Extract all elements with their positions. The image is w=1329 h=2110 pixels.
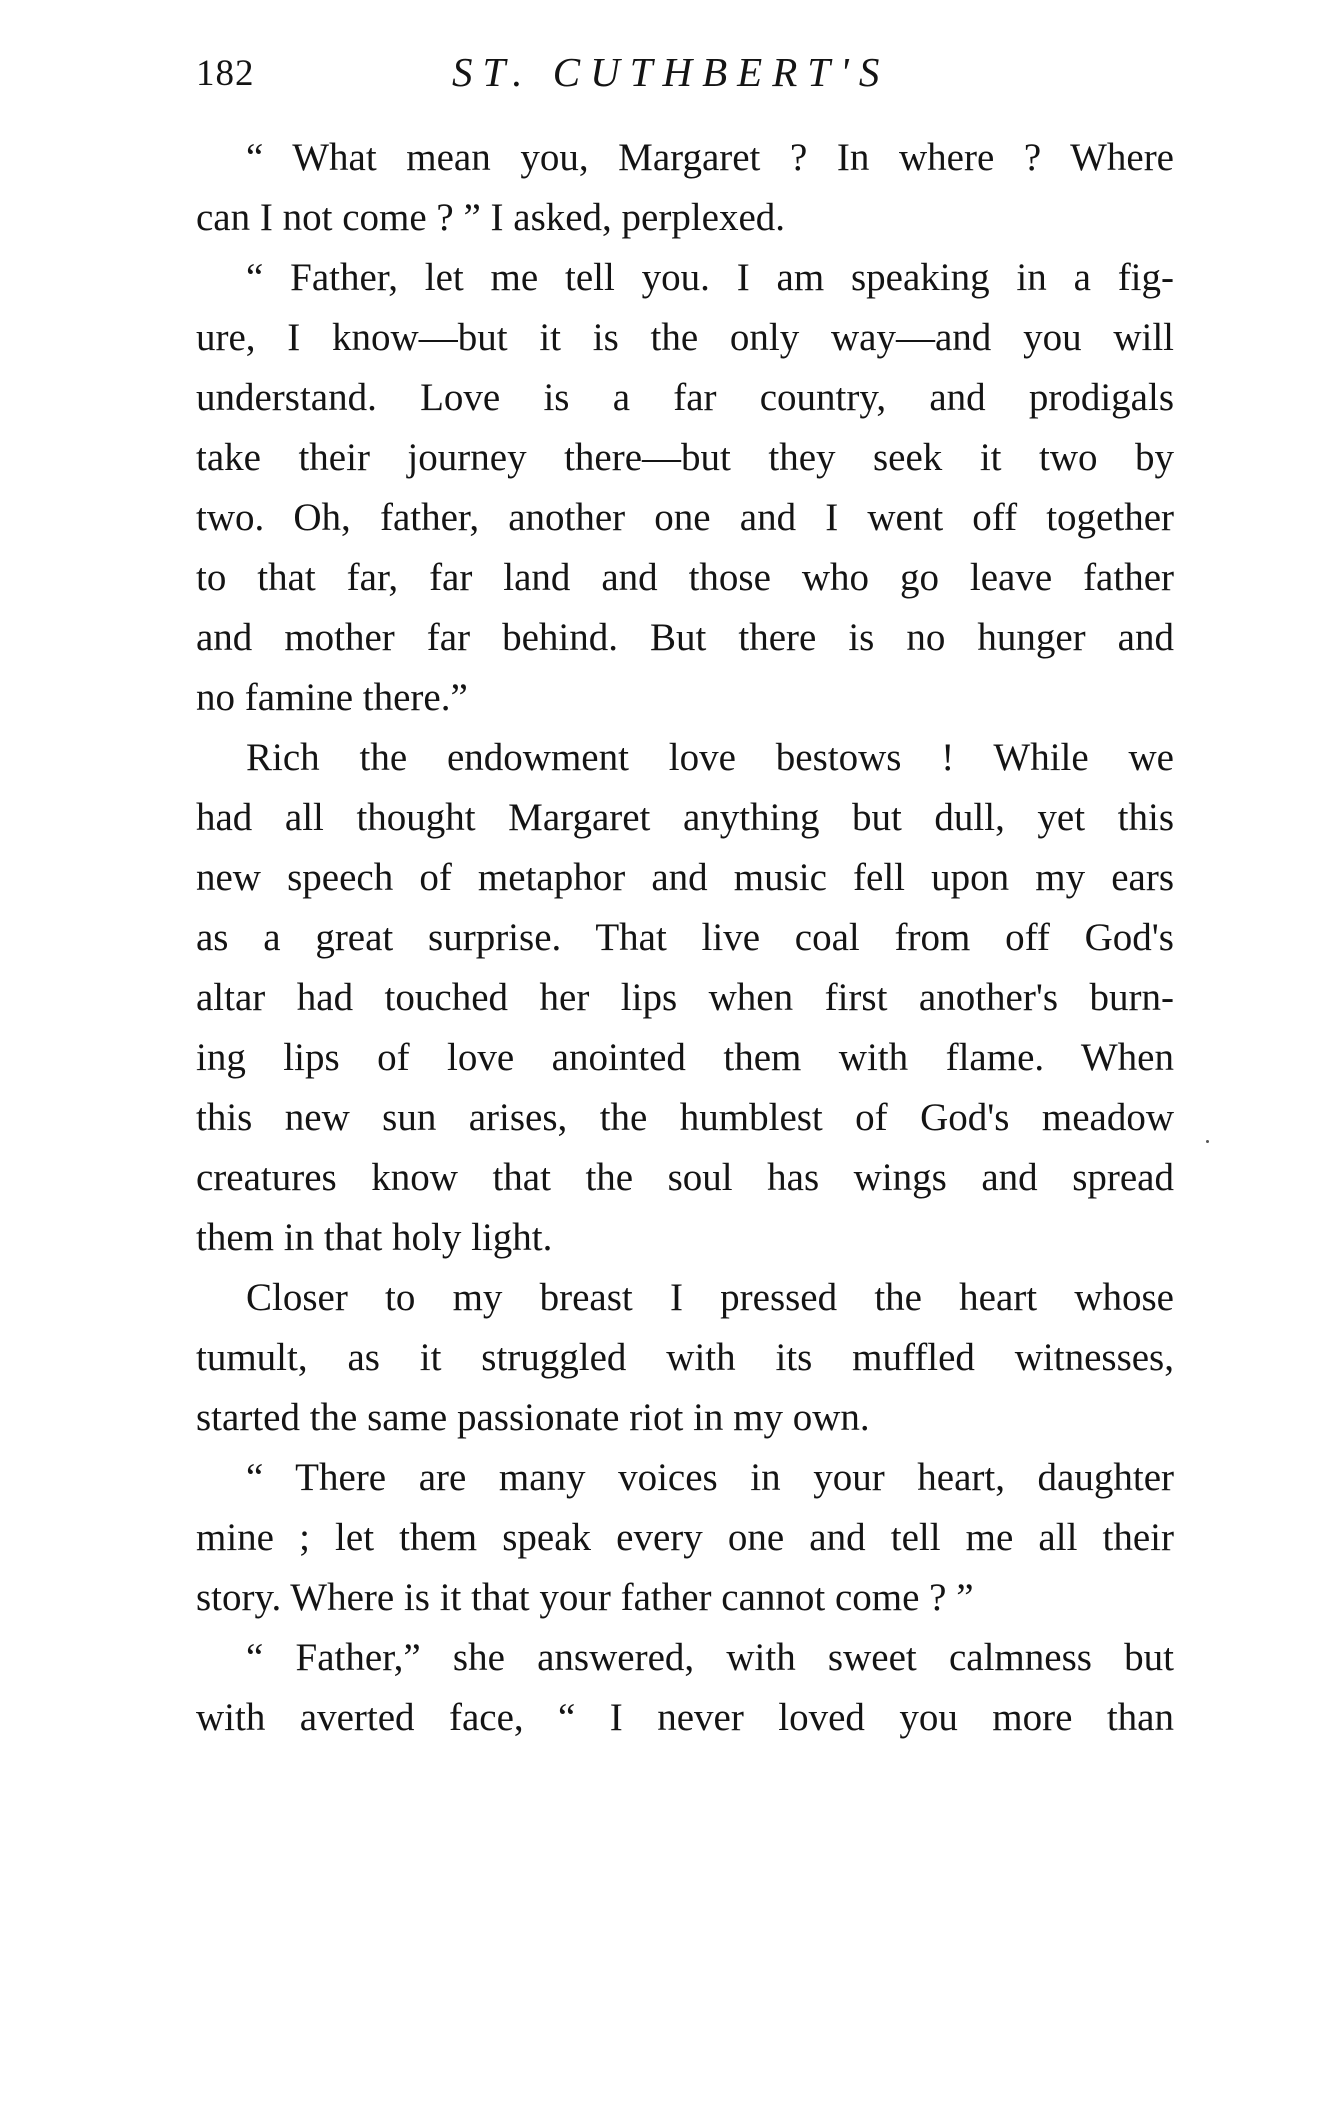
text-line: take their journey there—but they seek it two by bbox=[196, 436, 1174, 479]
text-line: to that far, far land and those who go leave father bbox=[196, 556, 1174, 599]
text-line: two. Oh, father, another one and I went off together bbox=[196, 496, 1174, 539]
text-line: altar had touched her lips when first another's burn- bbox=[196, 976, 1174, 1019]
text-line: understand. Love is a far country, and prodigals bbox=[196, 376, 1174, 419]
text-line: ure, I know—but it is the only way—and you will bbox=[196, 316, 1174, 359]
text-line: “ There are many voices in your heart, daughter bbox=[246, 1456, 1174, 1499]
text-line: “ Father, let me tell you. I am speaking in a fig- bbox=[246, 256, 1174, 299]
text-line: ing lips of love anointed them with flame. When bbox=[196, 1036, 1174, 1079]
page-header bbox=[196, 48, 1176, 108]
text-line: and mother far behind. But there is no hunger and bbox=[196, 616, 1174, 659]
running-title: ST. CUTHBERT'S bbox=[452, 49, 890, 95]
text-line: no famine there.” bbox=[196, 676, 468, 719]
text-line: Rich the endowment love bestows ! While we bbox=[246, 736, 1174, 779]
text-line: Closer to my breast I pressed the heart whose bbox=[246, 1276, 1174, 1319]
text-line: “ Father,” she answered, with sweet calmness but bbox=[246, 1636, 1174, 1679]
text-line: had all thought Margaret anything but dull, yet this bbox=[196, 796, 1174, 839]
text-line: “ What mean you, Margaret ? In where ? Where bbox=[246, 136, 1174, 179]
text-line: mine ; let them speak every one and tell me all their bbox=[196, 1516, 1174, 1559]
text-line: tumult, as it struggled with its muffled witnesses, bbox=[196, 1336, 1174, 1379]
body-text bbox=[196, 128, 1174, 1748]
text-line: them in that holy light. bbox=[196, 1216, 553, 1259]
text-line: with averted face, “ I never loved you more than bbox=[196, 1696, 1174, 1739]
text-line: creatures know that the soul has wings and spread bbox=[196, 1156, 1174, 1199]
text-line: story. Where is it that your father cannot come ? ” bbox=[196, 1576, 974, 1619]
text-line: started the same passionate riot in my own. bbox=[196, 1396, 870, 1439]
page-number: 182 bbox=[196, 53, 255, 94]
print-speck bbox=[1206, 1140, 1209, 1143]
text-line: new speech of metaphor and music fell upon my ears bbox=[196, 856, 1174, 899]
text-line: can I not come ? ” I asked, perplexed. bbox=[196, 196, 786, 239]
text-line: as a great surprise. That live coal from off God's bbox=[196, 916, 1174, 959]
text-line: this new sun arises, the humblest of God's meadow bbox=[196, 1096, 1174, 1139]
